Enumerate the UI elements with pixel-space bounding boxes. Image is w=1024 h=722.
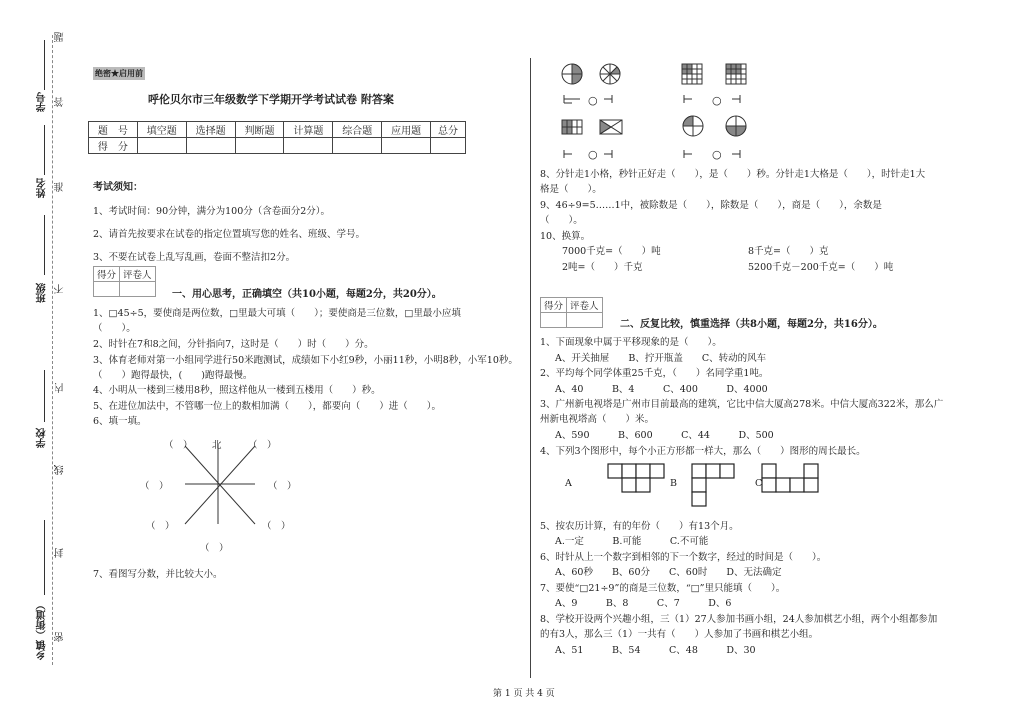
compass-blank: （ ）	[248, 440, 277, 451]
margin-label-nei: 内	[55, 383, 66, 393]
grader-name-cell[interactable]	[567, 313, 603, 328]
compass-blank: （ ）	[268, 481, 297, 492]
shape-label-a: A	[565, 478, 572, 489]
question-line: 6、填一填。	[93, 416, 147, 427]
grader-name-label: 评卷人	[120, 267, 156, 282]
score-table-header: 填空题	[137, 122, 186, 138]
margin-label-class: 班级	[37, 283, 48, 303]
compass-blank: （ ）	[200, 543, 229, 554]
question-line: 8、学校开设两个兴趣小组，三（1）27人参加书画小组，24人参加棋艺小组，两个小组都参加	[540, 614, 938, 625]
compass-blank: （ ）	[140, 481, 169, 492]
question-line: 3、体育老师对第一小组同学进行50米跑测试，成绩如下小红9秒，小丽11秒，小明8秒，小军10秒。	[93, 355, 518, 366]
notice-item: 1、考试时间：90分钟，满分为100分（含卷面分2分）。	[93, 206, 331, 217]
compare-circle-glyph: ○	[712, 94, 722, 107]
question-line: 5、按农历计算，有的年份（ ）有13个月。	[540, 521, 739, 532]
grader-box	[540, 297, 603, 328]
question-line: 7、看图写分数，并比较大小。	[93, 569, 223, 580]
shape-label-b: B	[670, 478, 677, 489]
margin-label-mi: 密	[55, 632, 66, 642]
question-line: （ ）。	[540, 215, 583, 226]
score-cell[interactable]	[186, 138, 235, 154]
question-line: 6、时针从上一个数字到相邻的下一个数字，经过的时间是（ ）。	[540, 552, 827, 563]
score-row-label: 得 分	[89, 138, 138, 154]
question-line: （ ）跑得最快，( )跑得最慢。	[93, 370, 253, 381]
margin-label-feng: 封	[55, 548, 66, 558]
margin-label-bu: 不	[55, 284, 66, 294]
question-line: 1、□45÷5，要使商是两位数，□里最大可填（ ）；要使商是三位数，□里最小应填	[93, 308, 461, 319]
score-table-header: 判断题	[235, 122, 284, 138]
margin-label-school: 学校	[37, 428, 48, 448]
compass-blank: （ ）	[146, 521, 175, 532]
margin-label-zhun: 准	[55, 182, 66, 192]
question-line: 10、换算。	[540, 231, 591, 242]
section1-heading: 一、用心思考，正确填空（共10小题，每题2分，共20分）。	[172, 289, 442, 300]
exam-title: 呼伦贝尔市三年级数学下学期开学考试试卷 附答案	[148, 93, 394, 106]
option-line: A、开关抽屉 B、拧开瓶盖 C、转动的风车	[555, 353, 767, 364]
conversion-item: 2吨=（ ）千克	[562, 262, 643, 273]
grader-score-cell[interactable]	[541, 313, 567, 328]
score-cell[interactable]	[333, 138, 382, 154]
question-line: 1、下面现象中属于平移现象的是（ ）。	[540, 337, 722, 348]
question-line: 的有3人，那么三（1）一共有（ ）人参加了书画和棋艺小组。	[540, 629, 819, 640]
fraction-figures	[556, 62, 756, 164]
compass-blank: （ ）	[164, 440, 193, 451]
conversion-item: 7000千克=（ ）吨	[562, 246, 661, 257]
option-line: A、60秒 B、60分 C、60时 D、无法确定	[555, 567, 782, 578]
question-line: 4、小明从一楼到三楼用8秒，照这样他从一楼到五楼用（ ）秒。	[93, 385, 381, 396]
grader-score-label: 得分	[94, 267, 120, 282]
question-line: 3、广州新电视塔是广州市目前最高的建筑，它比中信大厦高278米。中信大厦高322米，那么广	[540, 399, 944, 410]
compass-north-label: 北	[212, 440, 222, 451]
score-table-header: 总分	[431, 122, 466, 138]
question-line: 8、分针走1小格，秒针正好走（ ），是（ ）秒。分针走1大格是（ ），时针走1大	[540, 169, 926, 180]
score-table-header: 计算题	[284, 122, 333, 138]
score-table-header: 应用题	[382, 122, 431, 138]
compass-blank: （ ）	[262, 521, 291, 532]
grader-score-cell[interactable]	[94, 282, 120, 297]
question-line: （ ）。	[93, 323, 136, 334]
grader-box	[93, 266, 156, 297]
question-line: 格是（ ）。	[540, 184, 602, 195]
score-table-header: 选择题	[186, 122, 235, 138]
page-number: 第 1 页 共 4 页	[493, 689, 555, 699]
shape-label-c: C	[755, 478, 763, 489]
compare-circle-glyph: ○	[588, 148, 598, 161]
conversion-item: 5200千克－200千克=（ ）吨	[748, 262, 894, 273]
grader-score-label: 得分	[541, 298, 567, 313]
option-line: A、590 B、600 C、44 D、500	[555, 430, 774, 441]
question-line: 5、在进位加法中，不管哪一位上的数相加满（ ），都要向（ ）进（ ）。	[93, 401, 442, 412]
score-cell[interactable]	[235, 138, 284, 154]
compare-circle-glyph: ○	[588, 94, 598, 107]
margin-label-xian: 线	[55, 465, 66, 475]
score-cell[interactable]	[382, 138, 431, 154]
score-table	[88, 121, 466, 154]
margin-label-da: 答	[55, 97, 66, 107]
question-line: 2、时针在7和8之间，分针指向7，这时是（ ）时（ ）分。	[93, 339, 374, 350]
column-divider	[530, 58, 531, 678]
option-line: A、9 B、8 C、7 D、6	[555, 598, 732, 609]
square-shapes-figure	[600, 460, 830, 510]
margin-label-township: 乡镇（街道）	[37, 600, 48, 660]
margin-label-name: 姓名	[37, 178, 48, 198]
score-table-header: 题 号	[89, 122, 138, 138]
question-line: 4、下列3个图形中，每个小正方形都一样大，那么（ ）图形的周长最长。	[540, 446, 866, 457]
question-line: 9、46÷9=5……1中，被除数是（ ），除数是（ ），商是（ ），余数是	[540, 200, 882, 211]
option-line: A、51 B、54 C、48 D、30	[555, 645, 756, 656]
option-line: A.一定 B.可能 C.不可能	[555, 536, 709, 547]
notice-item: 3、不要在试卷上乱写乱画，卷面不整洁扣2分。	[93, 252, 296, 263]
compare-circle-glyph: ○	[712, 148, 722, 161]
grader-name-cell[interactable]	[120, 282, 156, 297]
question-line: 州新电视塔高（ ）米。	[540, 414, 655, 425]
notice-item: 2、请首先按要求在试卷的指定位置填写您的姓名、班级、学号。	[93, 229, 366, 240]
margin-label-student-id: 学号	[37, 92, 48, 112]
score-cell[interactable]	[137, 138, 186, 154]
question-line: 2、平均每个同学体重25千克，（ ）名同学重1吨。	[540, 368, 769, 379]
secret-tag: 绝密★启用前	[95, 68, 143, 78]
notice-heading: 考试须知：	[93, 182, 143, 193]
score-table-header: 综合题	[333, 122, 382, 138]
grader-name-label: 评卷人	[567, 298, 603, 313]
score-cell[interactable]	[431, 138, 466, 154]
question-line: 7、要使“□21÷9”的商是三位数，“□”里只能填（ ）。	[540, 583, 786, 594]
option-line: A、40 B、4 C、400 D、4000	[555, 384, 768, 395]
margin-label-ti: 题	[55, 32, 66, 42]
score-cell[interactable]	[284, 138, 333, 154]
section2-heading: 二、反复比较，慎重选择（共8小题，每题2分，共16分）。	[620, 319, 883, 330]
conversion-item: 8千克=（ ）克	[748, 246, 829, 257]
